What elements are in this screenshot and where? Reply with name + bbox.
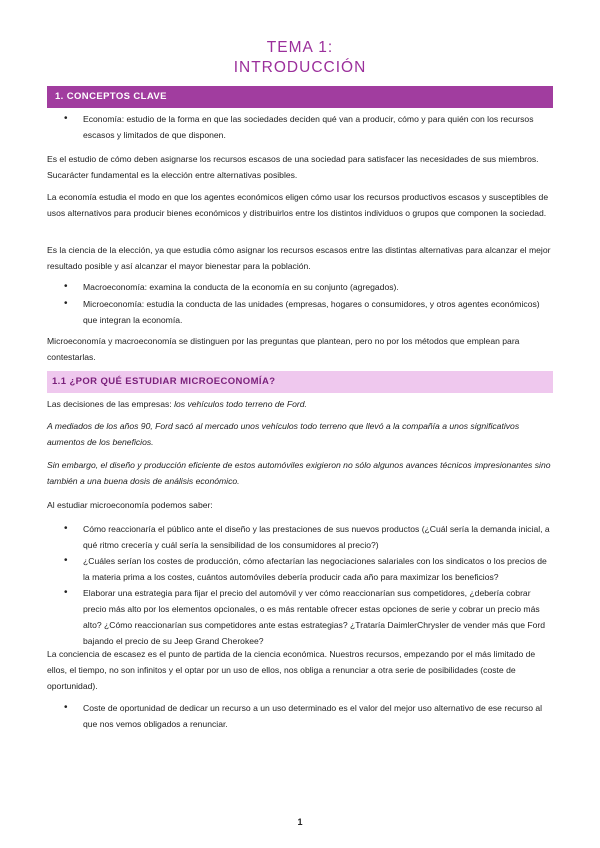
bullet-icon: •: [64, 298, 68, 309]
bullet-icon: •: [64, 281, 68, 292]
section-heading-conceptos-clave: 1. CONCEPTOS CLAVE: [47, 86, 553, 108]
bullet-macroeconomia: Macroeconomía: examina la conducta de la economía en su conjunto (agregados).: [83, 282, 399, 292]
italic-paragraph: A mediados de los años 90, Ford sacó al mercado unos vehículos todo terreno que llevó a la compañía a unos significativos aumentos de los beneficios.: [47, 421, 520, 447]
bullet-microeconomia: Microeconomía: estudia la conducta de las unidades (empresas, hogares o consumidores, y otros agentes económicos) que integran la economía.: [83, 299, 540, 325]
bullet-coste-oportunidad: Coste de oportunidad de dedicar un recurso a un uso determinado es el valor del mejor uso alternativo de ese recurso al que nos vemos obligados a renunciar.: [83, 703, 543, 729]
bullet-demanda: Cómo reaccionaría el público ante el diseño y las prestaciones de sus nuevos productos (¿Cuál sería la demanda inicial, a qué ritmo crecería y cuál sería la sensibilidad de los consumidores al precio?): [83, 524, 550, 550]
paragraph: Es el estudio de cómo deben asignarse los recursos escasos de una sociedad para satisfacer las necesidades de sus miembros. Sucarácter fundamental es la elección entre alternativas posibles.: [47, 154, 539, 180]
italic-paragraph: Sin embargo, el diseño y producción eficiente de estos automóviles exigieron no sólo algunos avances técnicos impresionantes sino también a una buena dosis de análisis económico.: [47, 460, 551, 486]
bullet-icon: •: [64, 555, 68, 566]
title-line-2: INTRODUCCIÓN: [233, 59, 367, 76]
lead-label: Las decisiones de las empresas:: [47, 399, 172, 409]
page-number: 1: [297, 817, 303, 827]
paragraph: La conciencia de escasez es el punto de partida de la ciencia económica. Nuestros recursos, empezando por el más limitado de ellos, el tiempo, no son infinitos y el optar por un uso de ellos, nos obliga a renunciar a otra serie de posibilidades (coste de oportunidad).: [47, 649, 536, 691]
bullet-icon: •: [64, 113, 68, 124]
paragraph: Al estudiar microeconomía podemos saber:: [47, 500, 213, 510]
paragraph: Es la ciencia de la elección, ya que estudia cómo asignar los recursos escasos entre las distintas alternativas para alcanzar el mejor resultado posible y así alcanzar el mayor bienestar para la población.: [47, 245, 551, 271]
bullet-icon: •: [64, 587, 68, 598]
lead-line: [47, 396, 553, 412]
bullet-estrategia: Elaborar una estrategia para fijar el precio del automóvil y ver cómo reaccionarían sus competidores, ¿debería cobrar precio más alto por los elementos opcionales, o es más rentable ofrecer estas opciones de serie y cobrar un precio más alto? ¿Cómo reaccionarían sus competidores ante estas estrategias? ¿Trataría DaimlerChrysler de vender más que Ford bajando el precio de su Jeep Grand Cherokee?: [83, 588, 546, 646]
paragraph: La economía estudia el modo en que los agentes económicos eligen cómo usar los recursos productivos escasos y susceptibles de usos alternativos para producir bienes económicos y distribuirlos entre los distintos individuos o grupos que componen la sociedad.: [47, 192, 549, 218]
bullet-icon: •: [64, 523, 68, 534]
lead-italic: los vehículos todo terreno de Ford.: [171, 399, 307, 409]
paragraph: Microeconomía y macroeconomía se distinguen por las preguntas que plantean, pero no por los métodos que emplean para contestarlas.: [47, 336, 520, 362]
bullet-icon: •: [64, 702, 68, 713]
section-heading-por-que-microeconomia: 1.1 ¿POR QUÉ ESTUDIAR MICROECONOMÍA?: [47, 371, 553, 393]
bullet-economia: Economía: estudio de la forma en que las sociedades deciden qué van a producir, cómo y para quién con los recursos escasos y limitados de que disponen.: [83, 114, 534, 140]
bullet-costes: ¿Cuáles serían los costes de producción, cómo afectarían las negociaciones salariales con los sindicatos o los precios de la materia prima a los costes, cuántos automóviles debería producir cada año para maximizar los beneficios?: [83, 556, 547, 582]
title-line-1: TEMA 1:: [266, 39, 334, 56]
